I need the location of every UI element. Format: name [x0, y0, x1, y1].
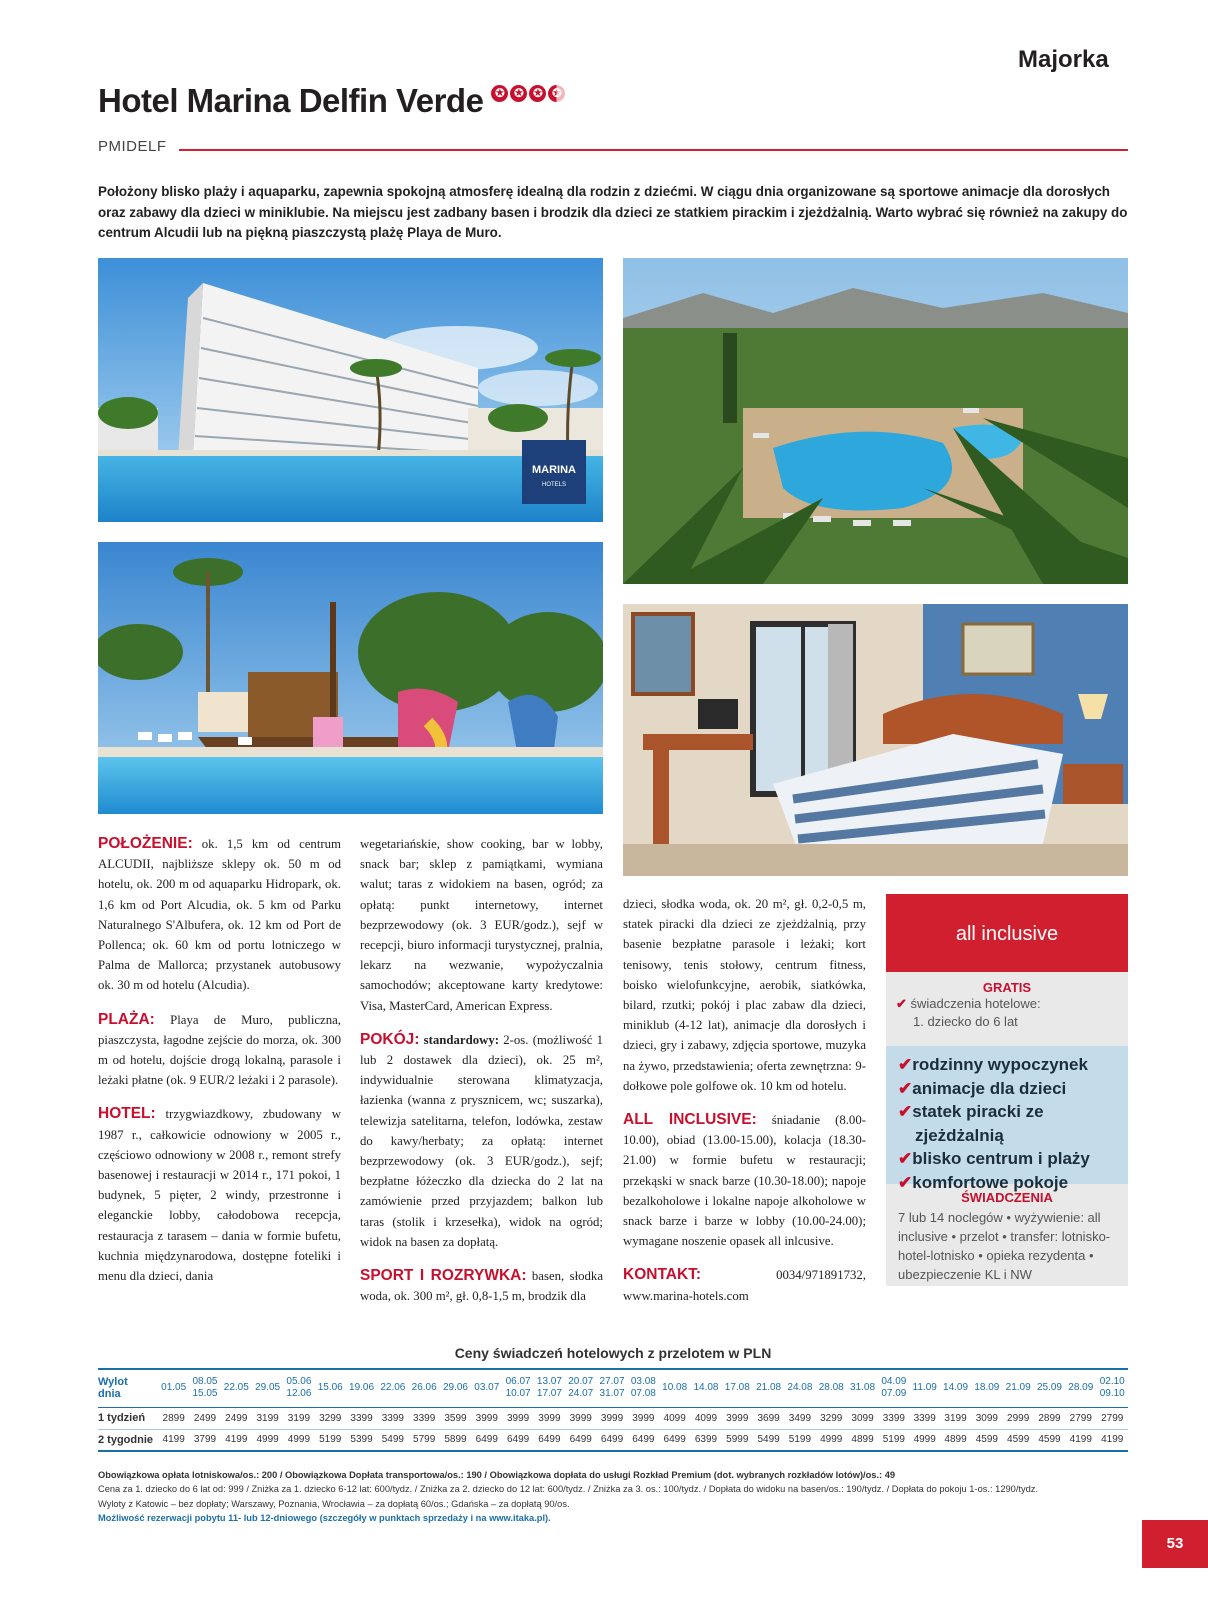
date-cell — [940, 1369, 971, 1407]
star-icon: ✪ — [491, 85, 508, 102]
table-header-row — [98, 1369, 1128, 1407]
price-cell: 5799 — [409, 1429, 440, 1451]
section-label: POŁOŻENIE: — [98, 835, 193, 852]
table-row — [98, 1407, 1128, 1429]
date-cell — [816, 1369, 847, 1407]
price-cell: 3799 — [189, 1429, 220, 1451]
date-value: 31.08 — [850, 1382, 876, 1394]
price-cell: 3999 — [565, 1407, 596, 1429]
date-cell — [534, 1369, 565, 1407]
price-cell: 3699 — [753, 1407, 784, 1429]
price-table — [98, 1368, 1128, 1452]
section-sport — [360, 1266, 603, 1306]
date-value: 28.08 — [818, 1382, 844, 1394]
date-cell — [847, 1369, 878, 1407]
date-cell — [878, 1369, 909, 1407]
price-cell: 4999 — [252, 1429, 283, 1451]
date-cell — [471, 1369, 502, 1407]
price-cell: 3199 — [283, 1407, 314, 1429]
feature-item: statek piracki ze — [912, 1102, 1044, 1121]
date-value: 13.07 — [536, 1376, 562, 1388]
table-row — [98, 1429, 1128, 1451]
star-rating — [491, 85, 565, 102]
photo-pool-aerial — [623, 258, 1128, 584]
date-cell — [440, 1369, 471, 1407]
section-text: 2-os. (możliwość 1 lub 2 dostawek dla dzieci), ok. 25 m², indywidualnie sterowana klimatyzacja, łazienka (wanna z prysznicem, wc; suszarka), telewizja satelitarna, telefon, lodówka, zestaw do kawy/herbaty; za opłatą: internet bezprzewodowy (ok. 3 EUR/godz.), sejf; bezpłatne łóżeczko dla dziecka do 2 lat na zamówienie przed przyjazdem; balkon lub taras (stolik i krzesełka), widok na ogród; widok na basen za dopłatą. — [360, 1032, 604, 1249]
feature-item: rodzinny wypoczynek — [912, 1055, 1088, 1074]
date-value: 18.09 — [974, 1382, 1000, 1394]
price-cell: 4899 — [940, 1429, 971, 1451]
price-cell: 3999 — [502, 1407, 533, 1429]
date-value: 21.09 — [1005, 1382, 1031, 1394]
all-inclusive-box — [886, 894, 1128, 1286]
included-text: 7 lub 14 noclegów • wyżywienie: all inclusive • przelot • transfer: lotnisko-hotel-lotnisko • opieka rezydenta • ubezpieczenie KL i NW — [898, 1210, 1111, 1282]
date-value: 06.07 — [505, 1376, 531, 1388]
header-label — [98, 1369, 158, 1407]
box-title: all inclusive — [886, 894, 1128, 972]
date-cell — [910, 1369, 940, 1407]
price-cell: 3199 — [252, 1407, 283, 1429]
section-text: ok. 1,5 km od centrum ALCUDII, najbliższe sklepy ok. 50 m od hotelu, ok. 200 m od aquaparku Hidropark, ok. 1,6 km od Port Alcudia, ok. 5 km od Parku Naturalnego S'Albufera, ok. 12 km od Port de Pollenca; ok. 60 km od portu lotniczego w Palma de Mallorca; przystanek autobusowy ok. 30 m od hotelu (Alcudia). — [98, 837, 341, 993]
code-row — [98, 138, 1128, 155]
date-value: 25.09 — [1036, 1382, 1062, 1394]
date-cell — [1034, 1369, 1065, 1407]
feature-item: blisko centrum i plaży — [912, 1149, 1090, 1168]
date-value: 24.08 — [787, 1382, 813, 1394]
price-cell: 3499 — [784, 1407, 815, 1429]
price-cell: 5899 — [440, 1429, 471, 1451]
date-value: 22.05 — [223, 1382, 249, 1394]
price-cell: 3999 — [471, 1407, 502, 1429]
date-value: 29.05 — [255, 1382, 281, 1394]
section-plaza — [98, 1010, 341, 1091]
price-cell: 3399 — [377, 1407, 408, 1429]
check-icon: ✔ — [898, 1055, 913, 1074]
price-cell: 2499 — [221, 1407, 252, 1429]
price-cell: 4599 — [971, 1429, 1002, 1451]
row-label: 1 tydzień — [98, 1407, 158, 1429]
date-value: 21.08 — [756, 1382, 782, 1394]
price-cell: 3299 — [315, 1407, 346, 1429]
price-cell: 2499 — [189, 1407, 220, 1429]
price-cell: 4999 — [816, 1429, 847, 1451]
date-value: 10.08 — [662, 1382, 688, 1394]
date-value: 20.07 — [568, 1376, 594, 1388]
text-column-3 — [623, 894, 866, 1320]
section-pokoj — [360, 1030, 603, 1252]
section-label: POKÓJ: — [360, 1030, 420, 1048]
price-cell: 5199 — [315, 1429, 346, 1451]
date-cell — [1096, 1369, 1128, 1407]
price-cell: 3599 — [440, 1407, 471, 1429]
hotel-code: PMIDELF — [98, 138, 167, 155]
date-cell — [784, 1369, 815, 1407]
date-cell — [409, 1369, 440, 1407]
section-all-inclusive — [623, 1110, 866, 1251]
date-value: 17.08 — [724, 1382, 750, 1394]
marina-logo-text: MARINA — [532, 464, 576, 476]
section-text: śniadanie (8.00-10.00), obiad (13.00-15.00), kolacja (18.30-21.00) w formie bufetu w restauracji; przekąski w snack barze (10.30-18.00); napoje bezalkoholowe i lokalne napoje alkoholowe w snack barze i barze w lobby (10.00-24.00); wymagane noszenie opasek all inlcusive. — [623, 1113, 866, 1249]
intro-text: Położony blisko plaży i aquaparku, zapewnia spokojną atmosferę idealną dla rodzin z dziećmi. W ciągu dnia organizowane są sportowe animacje dla dorosłych oraz zabawy dla dzieci w miniklubie. Na miejscu jest zadbany basen i brodzik dla dzieci ze statkiem pirackim i zjeżdżalnią. Warto wybrać się również na zakupy do centrum Alcudii lub na piękną piaszczystą plażę Playa de Muro. — [98, 184, 1128, 240]
date-value: 26.06 — [411, 1382, 437, 1394]
date-value: 02.10 — [1099, 1376, 1125, 1388]
features-list — [886, 1046, 1128, 1192]
date-cell — [659, 1369, 690, 1407]
price-cell: 6499 — [659, 1429, 690, 1451]
date-value: 08.05 — [192, 1376, 218, 1388]
price-cell: 3299 — [816, 1407, 847, 1429]
date-value: 11.09 — [912, 1382, 937, 1394]
included-title: ŚWIADCZENIA — [961, 1190, 1053, 1205]
section-text: basen, słodka woda, ok. 300 m², gł. 0,8-1,5 m, brodzik dla — [360, 1269, 604, 1304]
date-value: 03.08 — [630, 1376, 656, 1388]
footnotes — [98, 1468, 1138, 1525]
price-cell: 4199 — [221, 1429, 252, 1451]
date-value: 01.05 — [161, 1382, 187, 1394]
price-cell: 4999 — [910, 1429, 940, 1451]
price-cell: 6499 — [502, 1429, 533, 1451]
section-label: SPORT I ROZRYWKA: — [360, 1267, 527, 1285]
price-cell: 4099 — [659, 1407, 690, 1429]
price-cell: 5199 — [878, 1429, 909, 1451]
date-value: 07.09 — [881, 1388, 907, 1400]
feature-item: animacje dla dzieci — [912, 1078, 1067, 1098]
section-label: KONTAKT: — [623, 1266, 702, 1284]
star-icon: ✪ — [510, 85, 527, 102]
price-cell: 4199 — [1065, 1429, 1096, 1451]
price-cell: 4199 — [1096, 1429, 1128, 1451]
price-cell: 4999 — [283, 1429, 314, 1451]
section-text: 0034/971891732, www.marina-hotels.com — [623, 1268, 866, 1303]
date-cell — [596, 1369, 627, 1407]
section-hotel-continued: wegetariańskie, show cooking, bar w lobby, snack bar; sklep z pamiątkami, wymiana walut; taras z widokiem na basen, ogród; za opłatą: punkt internetowy, internet bezprzewodowy (ok. 3 EUR/godz.), sejf w recepcji, biuro informacji turystycznej, pralnia, lekarz na wezwanie, wypożyczalnia samochodów; akceptowane karty kredytowe: Visa, MasterCard, American Express. — [360, 837, 603, 1013]
section-label: ALL INCLUSIVE: — [623, 1111, 757, 1129]
price-cell: 6499 — [596, 1429, 627, 1451]
date-cell — [377, 1369, 408, 1407]
price-cell: 6499 — [565, 1429, 596, 1451]
price-cell: 6499 — [534, 1429, 565, 1451]
gratis-title: GRATIS — [982, 980, 1032, 995]
header-label-line: Wylot — [98, 1376, 128, 1389]
row-label: 2 tygodnie — [98, 1429, 158, 1451]
text-column-2 — [360, 834, 603, 1320]
check-icon: ✔ — [898, 1149, 913, 1168]
gratis-section — [886, 972, 1128, 1046]
date-value: 14.08 — [693, 1382, 719, 1394]
price-cell: 3999 — [534, 1407, 565, 1429]
photo-room — [623, 604, 1128, 876]
price-cell: 5199 — [784, 1429, 815, 1451]
price-cell: 3999 — [628, 1407, 659, 1429]
photo-hotel-building — [98, 258, 603, 522]
date-cell — [722, 1369, 753, 1407]
price-cell: 5399 — [346, 1429, 377, 1451]
header-label-line: dnia — [98, 1388, 121, 1401]
date-value: 27.07 — [599, 1376, 625, 1388]
price-cell: 6499 — [628, 1429, 659, 1451]
date-cell — [690, 1369, 721, 1407]
note-line: Wyloty z Katowic – bez dopłaty; Warszawy, Poznania, Wrocławia – za dopłatą 60/os.; Gdańska – za dopłatą 90/os. — [98, 1498, 570, 1509]
date-value: 14.09 — [943, 1382, 969, 1394]
date-value: 03.07 — [474, 1382, 500, 1394]
star-icon: ✪ — [529, 85, 546, 102]
price-cell: 3999 — [596, 1407, 627, 1429]
gratis-line: 1. dziecko do 6 lat — [913, 1014, 1018, 1029]
date-cell — [628, 1369, 659, 1407]
price-cell: 3399 — [910, 1407, 940, 1429]
date-value: 07.08 — [630, 1388, 656, 1400]
check-icon: ✔ — [898, 1102, 913, 1121]
date-cell — [283, 1369, 314, 1407]
date-value: 05.06 — [286, 1376, 312, 1388]
date-value: 28.09 — [1068, 1382, 1094, 1394]
price-cell: 4899 — [847, 1429, 878, 1451]
price-cell: 2799 — [1096, 1407, 1128, 1429]
section-label: HOTEL: — [98, 1105, 156, 1123]
note-line: Cena za 1. dziecko do 6 lat od: 999 / Zniżka za 1. dziecko 6-12 lat: 600/tydz. / Zniżka za 2. dziecko do 12 lat: 600/tydz. / Zniżka za 3. os.: 100/tydz. / Dopłata do widoku na basen/os.: 190/tydz. / Dopłata do pokoju 1-os.: 1290/tydz. — [98, 1484, 1039, 1495]
date-value: 24.07 — [568, 1388, 594, 1400]
hotel-name: Hotel Marina Delfin Verde — [98, 82, 484, 119]
feature-item: zjeżdżalnią — [915, 1125, 1004, 1145]
date-value: 12.06 — [286, 1388, 312, 1400]
price-cell: 3099 — [971, 1407, 1002, 1429]
price-cell: 2999 — [1003, 1407, 1034, 1429]
section-kontakt — [623, 1265, 866, 1305]
price-cell: 5999 — [722, 1429, 753, 1451]
date-value: 15.05 — [192, 1388, 218, 1400]
price-cell: 2899 — [1034, 1407, 1065, 1429]
price-cell: 3099 — [847, 1407, 878, 1429]
price-cell: 3199 — [940, 1407, 971, 1429]
date-cell — [971, 1369, 1002, 1407]
date-value: 22.06 — [380, 1382, 406, 1394]
section-sport-continued: dzieci, słodka woda, ok. 20 m², gł. 0,2-0,5 m, statek piracki dla dzieci ze zjeżdżalnią, przy basenie bezpłatne parasole i leżaki; kort tenisowy, tenis stołowy, centrum fitness, boisko wielofunkcyjne, aerobik, siatkówka, bilard, rzutki; pokój i plac zabaw dla dzieci, miniklub (4-12 lat), animacje dla dorosłych i dzieci, gry i zabawy, zdjęcia sportowe, muzyka na żywo, przedstawienia; oferta zewnętrzna: 9-dołkowe pole golfowe ok. 10 km od hotelu. — [623, 897, 866, 1093]
date-value: 31.07 — [599, 1388, 625, 1400]
date-value: 15.06 — [317, 1382, 343, 1394]
date-cell — [252, 1369, 283, 1407]
page-number: 53 — [1142, 1520, 1208, 1568]
date-value: 19.06 — [349, 1382, 375, 1394]
note-line: Obowiązkowa opłata lotniskowa/os.: 200 / Obowiązkowa Dopłata transportowa/os.: 190 / Obowiązkowa dopłata do usługi Rozkład Premium (dot. wybranych rozkładów lotów)/os.: 49 — [98, 1470, 896, 1480]
date-cell — [1065, 1369, 1096, 1407]
price-cell: 2899 — [158, 1407, 189, 1429]
price-cell: 4599 — [1003, 1429, 1034, 1451]
date-value: 10.07 — [505, 1388, 531, 1400]
price-cell: 3999 — [722, 1407, 753, 1429]
included-section — [886, 1184, 1128, 1286]
price-cell: 4599 — [1034, 1429, 1065, 1451]
feature-item: komfortowe pokoje — [912, 1172, 1069, 1192]
price-cell: 3399 — [878, 1407, 909, 1429]
price-cell: 5499 — [753, 1429, 784, 1451]
marina-logo-subtext: HOTELS — [541, 482, 567, 488]
date-cell — [158, 1369, 189, 1407]
price-cell: 3399 — [346, 1407, 377, 1429]
price-cell: 4099 — [690, 1407, 721, 1429]
section-text: trzygwiazdkowy, zbudowany w 1987 r., całkowicie odnowiony w 2005 r., częściowo odnowiony w 2008 r., remont strefy basenowej i restauracji w 2014 r., 171 pokoi, 1 budynek, 5 pięter, 2 windy, przestronne i eleganckie lobby, całodobowa recepcja, restauracja z tarasem – dania w formie bufetu, kuchnia międzynarodowa, dostępne foteliki i menu dla dzieci, dania — [98, 1107, 341, 1284]
note-line: Możliwość rezerwacji pobytu 11- lub 12-dniowego (szczegóły w punktach sprzedaży i na www.itaka.pl). — [98, 1512, 551, 1523]
hotel-title-row — [98, 82, 565, 120]
check-icon: ✔ — [898, 1078, 913, 1098]
text-column-1 — [98, 834, 341, 1300]
date-cell — [315, 1369, 346, 1407]
date-cell — [221, 1369, 252, 1407]
region-title: Majorka — [1018, 46, 1109, 73]
section-polozenie — [98, 834, 341, 996]
date-cell — [1003, 1369, 1034, 1407]
price-table-title: Ceny świadczeń hotelowych z przelotem w PLN — [454, 1345, 772, 1361]
date-value: 04.09 — [881, 1376, 907, 1388]
date-value: 17.07 — [536, 1388, 562, 1400]
section-text: Playa de Muro, publiczna, piaszczysta, łagodne zejście do morza, ok. 300 m od hotelu, dojście drogą lokalną, parasole i leżaki płatne (ok. 9 EUR/2 leżaki i 2 parasole). — [98, 1012, 342, 1088]
price-cell: 5499 — [377, 1429, 408, 1451]
check-icon: ✔ — [898, 1172, 913, 1192]
price-cell: 2799 — [1065, 1407, 1096, 1429]
photo-kids-pool — [98, 542, 603, 814]
price-cell: 6399 — [690, 1429, 721, 1451]
divider — [179, 149, 1128, 151]
price-cell: 6499 — [471, 1429, 502, 1451]
half-star-icon: ✪ — [548, 85, 565, 102]
gratis-line: świadczenia hotelowe: — [910, 996, 1041, 1011]
price-cell: 3399 — [409, 1407, 440, 1429]
date-cell — [346, 1369, 377, 1407]
date-cell — [753, 1369, 784, 1407]
room-type: standardowy: — [423, 1032, 500, 1047]
date-cell — [565, 1369, 596, 1407]
date-value: 29.06 — [442, 1382, 468, 1394]
price-cell: 4199 — [158, 1429, 189, 1451]
check-icon: ✔ — [896, 996, 907, 1011]
section-hotel — [98, 1104, 341, 1286]
section-label: PLAŻA: — [98, 1010, 155, 1028]
date-cell — [502, 1369, 533, 1407]
date-cell — [189, 1369, 220, 1407]
date-value: 09.10 — [1099, 1388, 1125, 1400]
